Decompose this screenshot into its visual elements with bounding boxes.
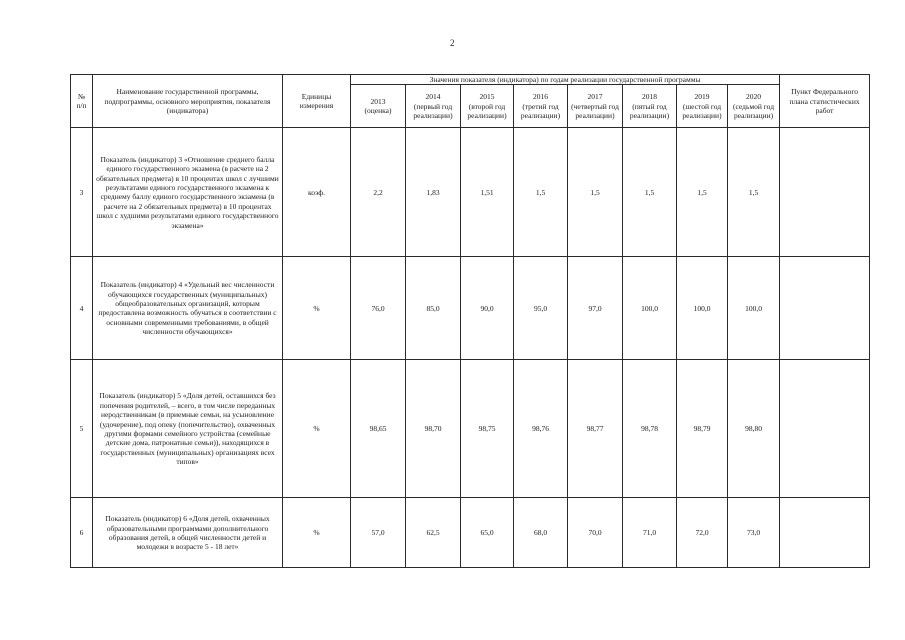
header-year-note: (четвертый год реализации): [571, 101, 619, 121]
plan-item-cell: [780, 360, 870, 498]
header-year-2013: [351, 85, 406, 128]
value-cell: 98,78: [623, 360, 677, 498]
value-cell: 90,0: [461, 257, 514, 360]
unit-cell: %: [283, 498, 351, 568]
value-cell: 1,5: [623, 128, 677, 257]
value-cell: 85,0: [406, 257, 461, 360]
header-year-label: 2014: [425, 92, 441, 102]
value-cell: 98,75: [461, 360, 514, 498]
indicator-name-cell: Показатель (индикатор) 4 «Удельный вес численности обучающихся государственных (муниципальных) общеобразовательных организаций, которым предоставлена возможность обучаться в соответствии с основными современными требованиями, в общей численности обучающихся»: [93, 257, 283, 360]
row-number-cell: 3: [71, 128, 93, 257]
header-year-note: (седьмой год реализации): [733, 101, 775, 121]
header-values-group: Значения показателя (индикатора) по годам реализации государственной программы: [351, 75, 780, 85]
header-year-label: 2016: [533, 92, 548, 102]
value-cell: 2,2: [351, 128, 406, 257]
header-name: Наименование государственной программы, подпрограммы, основного мероприятия, показателя (индикатора): [93, 75, 283, 128]
value-cell: 65,0: [461, 498, 514, 568]
value-cell: 76,0: [351, 257, 406, 360]
unit-cell: %: [283, 360, 351, 498]
value-cell: 1,83: [406, 128, 461, 257]
value-cell: 1,5: [677, 128, 728, 257]
indicator-name-cell: Показатель (индикатор) 6 «Доля детей, охваченных образовательными программами дополнительного образования детей, в общей численности детей и молодежи в возрасте 5 - 18 лет»: [93, 498, 283, 568]
header-num: № п/п: [71, 75, 93, 128]
header-year-note: (оценка): [364, 106, 392, 116]
value-cell: 98,65: [351, 360, 406, 498]
value-cell: 71,0: [623, 498, 677, 568]
value-cell: 1,5: [514, 128, 568, 257]
value-cell: 72,0: [677, 498, 728, 568]
value-cell: 57,0: [351, 498, 406, 568]
table-row: [71, 257, 870, 360]
value-cell: 68,0: [514, 498, 568, 568]
unit-cell: %: [283, 257, 351, 360]
value-cell: 98,79: [677, 360, 728, 498]
plan-item-cell: [780, 128, 870, 257]
header-year-label: 2019: [694, 92, 710, 102]
header-year-2016: [514, 85, 568, 128]
value-cell: 98,80: [728, 360, 780, 498]
header-year-label: 2018: [642, 92, 657, 102]
indicator-name-cell: Показатель (индикатор) 3 «Отношение среднего балла единого государственного экзамена (в расчете на 2 обязательных предмета) в 10 процентах школ с лучшими результатами единого государственного экзамена к среднему баллу единого государственного экзамена (в расчете на 2 обязательных предмета) в 10 процентах школ с худшими результатами единого государственного экзамена»: [93, 128, 283, 257]
row-number-cell: 4: [71, 257, 93, 360]
indicators-table: [70, 74, 870, 568]
header-year-2015: [461, 85, 514, 128]
value-cell: 98,70: [406, 360, 461, 498]
indicator-name-cell: Показатель (индикатор) 5 «Доля детей, оставшихся без попечения родителей, – всего, в том числе переданных неродственникам (в приемные семьи, на усыновление (удочерение), под опеку (попечительство), охваченных другими формами семейного устройства (семейные детские дома, патронатные семьи)), находящихся в государственных (муниципальных) организациях всех типов»: [93, 360, 283, 498]
table-row: [71, 128, 870, 257]
value-cell: 62,5: [406, 498, 461, 568]
value-cell: 97,0: [568, 257, 623, 360]
value-cell: 98,77: [568, 360, 623, 498]
row-number-cell: 5: [71, 360, 93, 498]
value-cell: 1,5: [728, 128, 780, 257]
header-year-note: (пятый год реализации): [629, 101, 670, 121]
plan-item-cell: [780, 257, 870, 360]
header-unit: Единицы измерения: [283, 75, 351, 128]
header-year-2020: [728, 85, 780, 128]
header-year-2014: [406, 85, 461, 128]
value-cell: 100,0: [728, 257, 780, 360]
page-number: 2: [450, 38, 455, 48]
header-year-label: 2015: [479, 92, 495, 102]
table-row: [71, 360, 870, 498]
header-year-note: (первый год реализации): [413, 101, 453, 121]
value-cell: 1,5: [568, 128, 623, 257]
value-cell: 73,0: [728, 498, 780, 568]
header-year-2019: [677, 85, 728, 128]
header-year-note: (шестой год реализации): [682, 101, 722, 121]
header-plan: Пункт Федерального плана статистических работ: [780, 75, 870, 128]
header-year-label: 2020: [746, 92, 762, 102]
value-cell: 95,0: [514, 257, 568, 360]
table-body: [71, 128, 870, 568]
value-cell: 70,0: [568, 498, 623, 568]
header-year-note: (третий год реализации): [520, 101, 561, 121]
value-cell: 100,0: [677, 257, 728, 360]
table-row: [71, 498, 870, 568]
plan-item-cell: [780, 498, 870, 568]
row-number-cell: 6: [71, 498, 93, 568]
header-year-2017: [568, 85, 623, 128]
value-cell: 98,76: [514, 360, 568, 498]
unit-cell: коэф.: [283, 128, 351, 257]
table-header: [71, 75, 870, 128]
value-cell: 100,0: [623, 257, 677, 360]
header-year-2018: [623, 85, 677, 128]
header-year-label: 2013: [370, 97, 386, 106]
header-year-label: 2017: [587, 92, 603, 102]
value-cell: 1,51: [461, 128, 514, 257]
header-year-note: (второй год реализации): [467, 101, 507, 121]
